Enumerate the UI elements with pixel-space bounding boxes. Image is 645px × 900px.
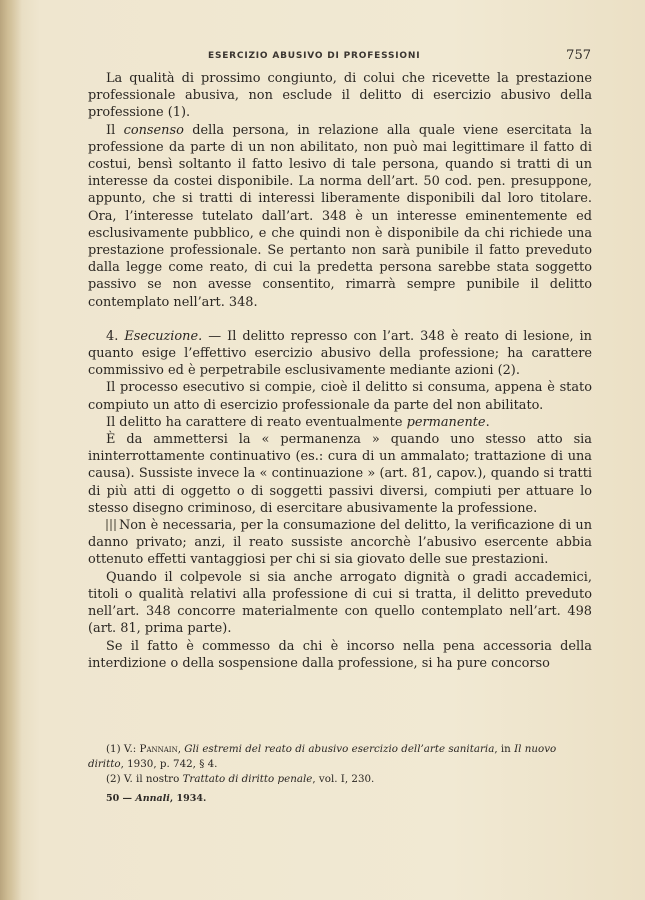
paragraph-interdizione: Se il fatto è commesso da chi è incorso nella pena accessoria della interdizione o della sospensione dalla professione, si ha pure concorso [88, 638, 592, 671]
footnote-1: (1) V.: Pannain, Gli estremi del reato di abusivo esercizio dell’arte sanitaria, in Il nuovo diritto, 1930, p. 742, § 4. [88, 743, 557, 770]
paragraph-danno-privato: Non è necessaria, per la consumazione del delitto, la verificazione di un danno privato; anzi, il reato sussiste ancorchè l’abusivo esercente abbia ottenuto effetti vantaggiosi per chi si sia giovato delle sue prestazioni. [88, 518, 592, 568]
paragraph-titoli-accademici: Quando il colpevole si sia anche arrogato dignità o gradi accademici, titoli o qualità relativi alla professione di cui si tratta, il delitto preveduto nell’art. 348 concorre materialmente con quello contemplato nell’art. 498 (art. 81, prima parte). [88, 569, 592, 637]
page-number: 757 [566, 48, 591, 63]
printer-signature: 50 — Annali, 1934. [106, 793, 207, 804]
paragraph-prossimo-congiunto: La qualità di prossimo congiunto, di colui che ricevette la prestazione professionale abusiva, non esclude il delitto di esercizio abusivo della professione (1). [88, 71, 592, 121]
book-binding-shadow [0, 0, 22, 900]
ink-smudge-icon [106, 519, 116, 531]
paragraph-permanenza: È da ammettersi la « permanenza » quando uno stesso atto sia ininterrottamente continuativo (es.: cura di un ammalato; trattazione di una causa). Sussiste invece la « continuazione » (art. 81, capov.), quando si tratti di più atti di oggetto o di soggetti passivi diversi, compiuti per attuare lo stesso disegno criminoso, di esercitare abusivamente la professione. [88, 432, 592, 516]
section-heading-esecuzione: 4. Esecuzione. — Il delitto represso con l’art. 348 è reato di lesione, in quanto esige l’effettivo esercizio abusivo della professione; ha carattere commissivo ed è perpetrabile esclusivamente mediante azioni (2). [88, 328, 592, 379]
footnote-journal: Il nuovo diritto [88, 743, 557, 770]
footnotes [88, 742, 592, 787]
paragraph-processo-esecutivo: Il processo esecutivo si compie, cioè il delitto si consuma, appena è stato compiuto un atto di esercizio professionale da parte del non abilitato. [88, 380, 592, 413]
section-title-esecuzione: Esecuzione. [124, 328, 203, 344]
emphasis-permanente: permanente [406, 414, 486, 430]
footnote-book-title: Trattato di diritto penale [182, 773, 313, 785]
footnote-2: (2) V. il nostro Trattato di diritto penale, vol. I, 230. [106, 773, 375, 785]
main-text [88, 70, 592, 672]
paragraph-permanente: Il delitto ha carattere di reato eventualmente permanente. [106, 414, 490, 430]
emphasis-consenso: consenso [123, 122, 184, 138]
footnote-author: Pannain [139, 743, 178, 755]
page-header [96, 48, 591, 66]
paragraph-consenso: Il consenso della persona, in relazione alla quale viene esercitata la professione da parte di un non abilitato, non può mai legittimare il fatto di costui, bensì soltanto il fatto lesivo di tale persona, quando si tratti di un interesse da costei disponibile. La norma dell’art. 50 cod. pen. presuppone, appunto, che si tratti di interessi liberamente disponibili dal loro titolare. Ora, l’interesse tutelato dall’art. 348 è un interesse eminentemente ed esclusivamente pubblico, e che quindi non è disponibile da chi richiede una prestazione professionale. Se pertanto non sarà punibile il fatto preveduto dalla legge come reato, di cui la predetta persona sarebbe stata soggetto passivo se non avesse consentito, rimarrà sempre punibile il delitto contemplato nell’art. 348. [88, 122, 593, 310]
footnote-article-title: Gli estremi del reato di abusivo esercizio dell’arte sanitaria [184, 743, 495, 755]
running-title: ESERCIZIO ABUSIVO DI PROFESSIONI [208, 51, 421, 61]
